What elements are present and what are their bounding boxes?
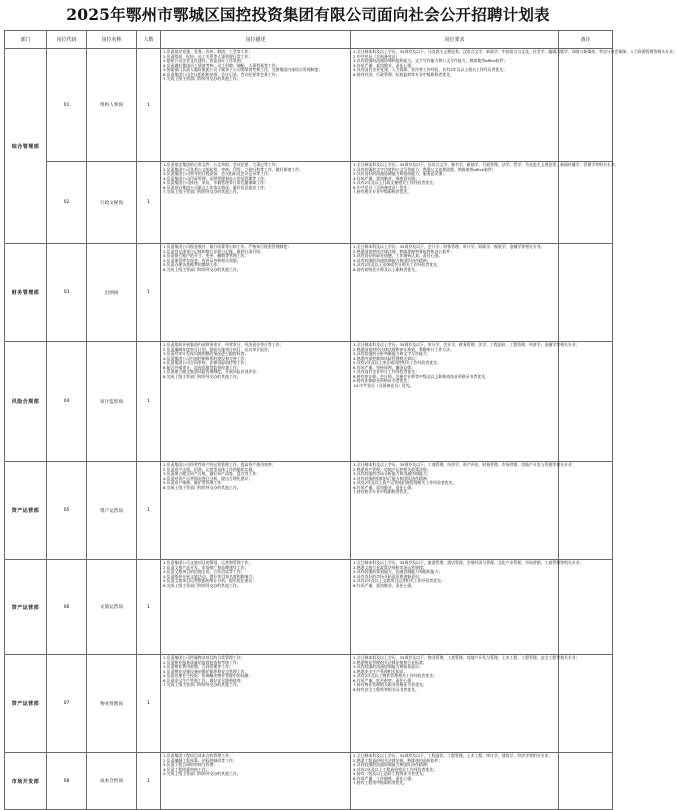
req-line: 5.具有2年及以上审计或风控相关工作经验者优先； (353, 360, 441, 366)
count-cell: 1 (137, 753, 161, 810)
desc-line: 6.负责安全生产管理工作，做好安全隐患排查； (163, 677, 245, 683)
req-line: 5.具有国有企业党建、人力资源、宣传等工作经验，具有2年及以上相关工作经历者优先； (353, 67, 508, 73)
req-line: 7.具有国有企业审计工作经验者优先； (353, 369, 419, 375)
count-cell: 1 (137, 244, 161, 342)
req-line: 3.具有良好的职业道德，工作细致认真，责任心强； (353, 253, 443, 259)
desc-line: 5.协助部门负责人做好集团公司下属各子公司的绩效考核工作，完善集团内部综合管理制度； (163, 67, 323, 73)
dept-cell: 资产运营部 (5, 560, 47, 655)
table-row (5, 162, 613, 244)
desc-line: 4.负责做好集团员工绩效考核、员工招聘、调配、人事档案等工作； (163, 62, 280, 68)
note-cell (559, 162, 613, 244)
req-line: 2.中共党员（含预备党员）； (353, 53, 404, 59)
header-desc: 岗位描述 (161, 31, 351, 49)
desc-line: 7.完成上级主管部门和领导交办的其他工作。 (163, 682, 241, 688)
req-line: 5.具有2年及以上行政文秘相关工作经验者优先； (353, 180, 437, 186)
desc-cell (161, 49, 351, 162)
req-line: 2.熟悉物业管理相关法律法规和行业标准； (353, 659, 427, 665)
req-line: 4.具有较强的组织执行能力和团队协作精神； (353, 475, 431, 481)
table-row (5, 655, 613, 753)
table-row (5, 49, 613, 162)
table-row (5, 753, 613, 810)
req-line: 1.全日制本科及以上学历，35周岁及以下，审计学、会计学、财务管理、法学、工程造价、工程管理、经济学、金融学等相关专业； (353, 342, 580, 347)
req-line: 3.具有良好的沟通协调能力和组织能力，服务意识强； (353, 171, 447, 177)
name-cell: 物业管理岗 (87, 655, 137, 753)
code-cell: 02 (47, 162, 87, 244)
req-line: 6.持有初级会计师及以上职称者优先。 (353, 266, 419, 272)
req-line: 7.持有物业管理相关职业资格证书者优先； (353, 682, 427, 688)
desc-line: 5.负责文旅项目运营数据的统计分析，提出优化建议； (163, 578, 257, 584)
dept-cell: 综合管理部 (5, 49, 47, 244)
desc-line: 5.负责资产维修、维护等管理工作； (163, 480, 226, 486)
req-line: 6.作风严谨，爱岗敬业，责任心强。 (353, 582, 416, 588)
req-line: 5.具有2年及以上文旅项目运营相关工作经验者优先； (353, 578, 445, 584)
desc-line: 1.负责集团公司经营性资产的运营管理工作，提高资产使用效率； (163, 462, 276, 467)
req-line: 10.中共党员（含预备党员）优先。 (353, 382, 414, 388)
desc-line: 5.负责办理各类税费的缴纳工作； (163, 262, 222, 268)
req-line: 4.具有2年及以上工程造价相关工作经验者优先； (353, 766, 437, 772)
req-line: 1.全日制本科及以上学历，35周岁及以下，旅游管理、酒店管理、会展经济与管理、文化产业管理、市场营销、工商管理等相关专业； (353, 560, 584, 565)
req-line: 3.具有较强的分析判断能力和文字写作能力； (353, 351, 431, 357)
desc-line: 4.负责物业设施设备的维护保养和安全管理工作； (163, 668, 249, 674)
header-dept: 部门 (5, 31, 47, 49)
req-line: 5.具有2年及以上资产运营或招商管理相关工作经验者优先； (353, 480, 457, 486)
table-row (5, 244, 613, 342)
table-row (5, 462, 613, 560)
req-cell (351, 560, 584, 655)
desc-cell (161, 753, 351, 810)
count-cell: 1 (137, 560, 161, 655)
desc-line: 2.负责文旅产品开发、市场推广和品牌建设工作； (163, 564, 249, 570)
table-row (5, 560, 613, 655)
page-title: 2025年鄂州市鄂城区国控投资集团有限公司面向社会公开招聘计划表 (66, 5, 550, 24)
desc-line: 7.完成上级主管部门和领导交办的其他工作。 (163, 189, 241, 195)
req-line: 1.全日制本科及以上学历，35周岁及以下，会计学、财务管理、审计学、财政学、税收学、金融学等相关专业； (353, 244, 545, 249)
desc-line: 5.负责集团公司接待、来访、车辆管理等日常后勤保障工作； (163, 180, 268, 186)
code-cell: 05 (47, 462, 87, 560)
table-header-row (5, 31, 613, 49)
req-line: 2.具有较强的文字功底和公文写作能力，熟悉公文处理流程，熟练使用office软件； (353, 166, 496, 172)
req-line: 6.作风严谨，吃苦耐劳，责任心强； (353, 677, 416, 683)
req-line: 2.熟悉资产管理、房地产运营相关政策法规； (353, 466, 431, 472)
desc-line: 5.完成上级主管部门和领导交办的其他工作。 (163, 771, 241, 777)
req-line: 3.具有较强的沟通协调能力和团队协作精神； (353, 762, 431, 768)
desc-line: 6.负责督办集团公司重点工作落实情况，做好信息报送工作； (163, 184, 268, 190)
code-cell: 08 (47, 753, 87, 810)
desc-line: 3.负责建立健全资产台账，做好资产清查、盘点等工作； (163, 471, 261, 477)
req-line: 4.具有较强的沟通协调能力和团队协作精神； (353, 257, 431, 263)
desc-line: 6.负责集团公司会议组织和安排、会议记录、会议纪要等会务工作； (163, 71, 280, 77)
desc-line: 1.负责拟定党建、党务、宣传、群团、工会等工作； (163, 49, 253, 54)
req-line: 4.熟悉安全生产管理相关知识； (353, 668, 408, 674)
note-cell (559, 342, 613, 462)
req-line: 4.作风严谨、爱岗敬业，责任心强； (353, 62, 416, 68)
req-line: 3.具有较强的市场分析能力和沟通协调能力； (353, 471, 431, 477)
code-cell: 06 (47, 560, 87, 655)
desc-line: 3.组织公司企业文化建设，营造良好工作氛围； (163, 58, 245, 64)
req-line: 6.作风严谨，爱岗敬业，责任心强； (353, 484, 416, 490)
desc-cell (161, 462, 351, 560)
req-cell (351, 162, 619, 244)
count-cell: 1 (137, 655, 161, 753)
req-line: 1.全日制本科及以上学历，35周岁及以下，马克思主义理论类、汉语言文学、新闻学、中国语言与文化、社会学、编辑出版学、网络与新媒体、劳动与社会保障、人力资源管理等相关专业； (353, 49, 677, 54)
note-cell (559, 655, 613, 753)
header-code: 岗位代码 (47, 31, 87, 49)
req-line: 7.持有相关专业中级职称者优先。 (353, 189, 412, 195)
req-cell (351, 655, 580, 753)
req-line: 6.中共党员（含预备党员）优先； (353, 184, 412, 190)
desc-line: 4.负责工程结算审核工作； (163, 766, 210, 772)
req-line: 5.具有2年及以上物业管理相关工作经验者优先； (353, 673, 437, 679)
desc-line: 8.完成上级主管部门和领导交办的其他工作。 (163, 373, 241, 379)
code-cell: 01 (47, 49, 87, 162)
desc-line: 4.负责集团公司内部控制体系的建设和完善工作； (163, 355, 249, 361)
req-line: 8.持有安全工程师等相关证书者优先。 (353, 686, 419, 692)
dept-cell: 资产运营部 (5, 655, 47, 753)
name-cell: 组织人事岗 (87, 49, 137, 162)
desc-line: 2.负责编制工程预算、招标控制价等工作； (163, 757, 237, 763)
req-cell (351, 462, 576, 560)
req-line: 2.熟悉国家财经法律法规和审计准则，掌握审计工作方法； (353, 346, 454, 352)
req-cell (351, 753, 559, 810)
dept-cell: 市场开发部 (5, 753, 47, 810)
note-cell (559, 560, 613, 655)
header-req: 岗位要求 (351, 31, 559, 49)
desc-line: 2.负责组织、纪检、员工关系等人事管理日常工作； (163, 53, 253, 59)
desc-line: 3.负责银行账户的开立、变更、撤销等管理工作； (163, 253, 249, 259)
table-row (5, 342, 613, 462)
count-cell: 1 (137, 342, 161, 462)
note-cell (559, 49, 613, 162)
desc-line: 6.完成上级主管部门和领导交办的其他工作。 (163, 266, 241, 272)
dept-cell: 财务管理部 (5, 244, 47, 342)
req-line: 4.具有良好的市场开拓意识和创新意识； (353, 573, 423, 579)
note-cell (559, 244, 613, 342)
count-cell: 1 (137, 462, 161, 560)
name-cell: 出纳岗 (87, 244, 137, 342)
req-line: 3.具有较强的沟通协调和组织能力，文字写作能力和公文写作能力，熟练使用office软件； (353, 58, 508, 64)
req-line: 2.熟悉国家财经法律法规，熟练掌握财务软件和办公软件； (353, 248, 454, 254)
req-line: 6.作风严谨，坚持原则，廉洁自律； (353, 364, 416, 370)
code-cell: 07 (47, 655, 87, 753)
desc-line: 4.负责集团公司印章管理、证照管理和办公用品管理等工作； (163, 175, 268, 181)
recruitment-plan-table (4, 30, 677, 810)
desc-cell (161, 560, 351, 655)
req-line: 1.全日制本科及以上学历，35周岁及以下，工程造价、工程管理、土木工程、审计学、建筑学、经济学等相关专业； (353, 753, 553, 758)
desc-line: 2.负责登记现金日记账和银行存款日记账，做到日清月结； (163, 248, 264, 254)
code-cell: 04 (47, 342, 87, 462)
desc-cell (161, 244, 351, 342)
desc-line: 3.负责对审计发现问题的整改情况进行跟踪检查； (163, 351, 249, 357)
req-cell (351, 342, 580, 462)
req-line: 4.熟悉内部控制和风险管理相关知识； (353, 355, 419, 361)
desc-cell (161, 342, 351, 462)
req-line: 5.具有2年及以上出纳或会计相关工作经验者优先； (353, 262, 441, 268)
desc-line: 1.负责集团工程项目成本合约管理工作； (163, 753, 233, 758)
req-line: 7.持有相关专业中级职称者优先。 (353, 489, 412, 495)
req-cell (351, 49, 677, 162)
req-line: 3.具有较强的策划能力、沟通协调能力和组织能力； (353, 569, 443, 575)
desc-line: 3.负责物业费用收缴、合同管理等工作； (163, 664, 233, 670)
req-line: 7.持有工程类中级职称者优先。 (353, 780, 408, 786)
req-line: 8.持有审计师、会计师、注册会计师等中级及以上职称或执业资格证书者优先； (353, 373, 489, 379)
desc-line: 1.负责集团公司文旅项目的策划、运营和管理工作； (163, 560, 253, 565)
req-cell (351, 244, 559, 342)
desc-line: 3.负责工程合同的审核与管理； (163, 762, 218, 768)
desc-line: 1.负责集团公司现金收付、银行结算等出纳工作，严格执行现金管理制度； (163, 244, 292, 249)
desc-line: 2.负责集团公司各类公文的起草、审核、印发、立卷归档等工作，做好保密工作； (163, 166, 303, 172)
req-line: 1.全日制本科及以上学历，35周岁及以下，工商管理、经济学、资产评估、财务管理、市场营销、房地产开发与管理等相关专业； (353, 462, 576, 467)
desc-line: 7.负责建立健全集团风险管理制度，开展风险识别评估； (163, 369, 261, 375)
header-count: 人数 (137, 31, 161, 49)
desc-line: 4.负责组织开展文旅活动，提升项目知名度和影响力； (163, 573, 257, 579)
desc-line: 3.负责集团公司领导的日程安排、会议组织及会议记录等工作； (163, 171, 272, 177)
count-cell: 1 (137, 49, 161, 162)
desc-line: 4.负责对资产运营情况进行分析，提出合理化建议； (163, 475, 253, 481)
count-cell: 1 (137, 162, 161, 244)
req-line: 5.持有二级及以上造价工程师证书者优先； (353, 771, 427, 777)
note-cell (559, 462, 613, 560)
desc-line: 1.负责集团公司所属物业项目的日常管理工作； (163, 655, 245, 660)
desc-line: 3.负责文旅项目的招商引资、合作洽谈等工作； (163, 569, 245, 575)
req-line: 6.作风严谨，工作细致，责任心强； (353, 775, 416, 781)
desc-line: 2.负责编制年度审计计划，组织实施审计项目，出具审计报告； (163, 346, 272, 352)
dept-cell: 资产运营部 (5, 462, 47, 560)
desc-line: 1.负责组织开展集团内部财务审计、经营审计、经济责任审计等工作； (163, 342, 284, 347)
desc-line: 5.负责处理业主投诉，协调解决物业管理中的问题； (163, 673, 253, 679)
desc-line: 7.完成上级主管部门和领导交办的其他工作。 (163, 76, 241, 82)
desc-line: 4.负责保管库存现金、有价证券和相关票据； (163, 257, 241, 263)
note-cell (559, 753, 613, 810)
desc-line: 2.负责物业服务质量的监督检查和考核工作； (163, 659, 241, 665)
desc-line: 6.配合外部审计、巡视巡察等监督检查工作； (163, 364, 241, 370)
desc-line: 1.负责拟定集团的日常文件、公文草拟、会议纪要、大事记等工作； (163, 162, 280, 167)
req-line: 2.熟悉文旅行业政策法规和市场运营规律； (353, 564, 427, 570)
req-line: 1.全日制本科及以上学历，35周岁及以下，物业管理、工商管理、房地产开发与管理、土木工程、工程管理、安全工程等相关专业； (353, 655, 580, 660)
name-cell: 文旅运营岗 (87, 560, 137, 655)
desc-line: 6.完成上级主管部门和领导交办的其他工作。 (163, 582, 241, 588)
desc-cell (161, 162, 351, 244)
req-line: 9.持有法律职业资格证书者优先； (353, 378, 412, 384)
name-cell: 审计监察岗 (87, 342, 137, 462)
desc-line: 5.负责集团公司合同审核、法律风险防控等工作； (163, 360, 249, 366)
header-note: 备注 (559, 31, 613, 49)
desc-cell (161, 655, 351, 753)
req-line: 6.持有经济、行政管理、纪检监察等专业中级职称者优先。 (353, 71, 454, 77)
req-line: 1.全日制本科及以上学历，35周岁及以下，汉语言文学、秘书学、新闻学、行政管理、法学、哲学、马克思主义理论类、新闻传播学、管理学等相关专业； (353, 162, 619, 167)
req-line: 3.具有较强的沟通协调能力和服务意识； (353, 664, 423, 670)
name-cell: 行政文秘岗 (87, 162, 137, 244)
name-cell: 成本合约岗 (87, 753, 137, 810)
header-name: 岗位名称 (87, 31, 137, 49)
req-line: 2.熟悉工程造价相关法律法规，熟练使用造价软件； (353, 757, 443, 763)
desc-line: 6.完成上级主管部门和领导交办的其他工作。 (163, 484, 241, 490)
desc-line: 2.负责资产出租、招商、运营等具体工作的组织实施； (163, 466, 257, 472)
name-cell: 资产运营岗 (87, 462, 137, 560)
req-line: 4.作风严谨，爱岗敬业，保密意识强； (353, 175, 419, 181)
dept-cell: 风险合规部 (5, 342, 47, 462)
code-cell: 03 (47, 244, 87, 342)
